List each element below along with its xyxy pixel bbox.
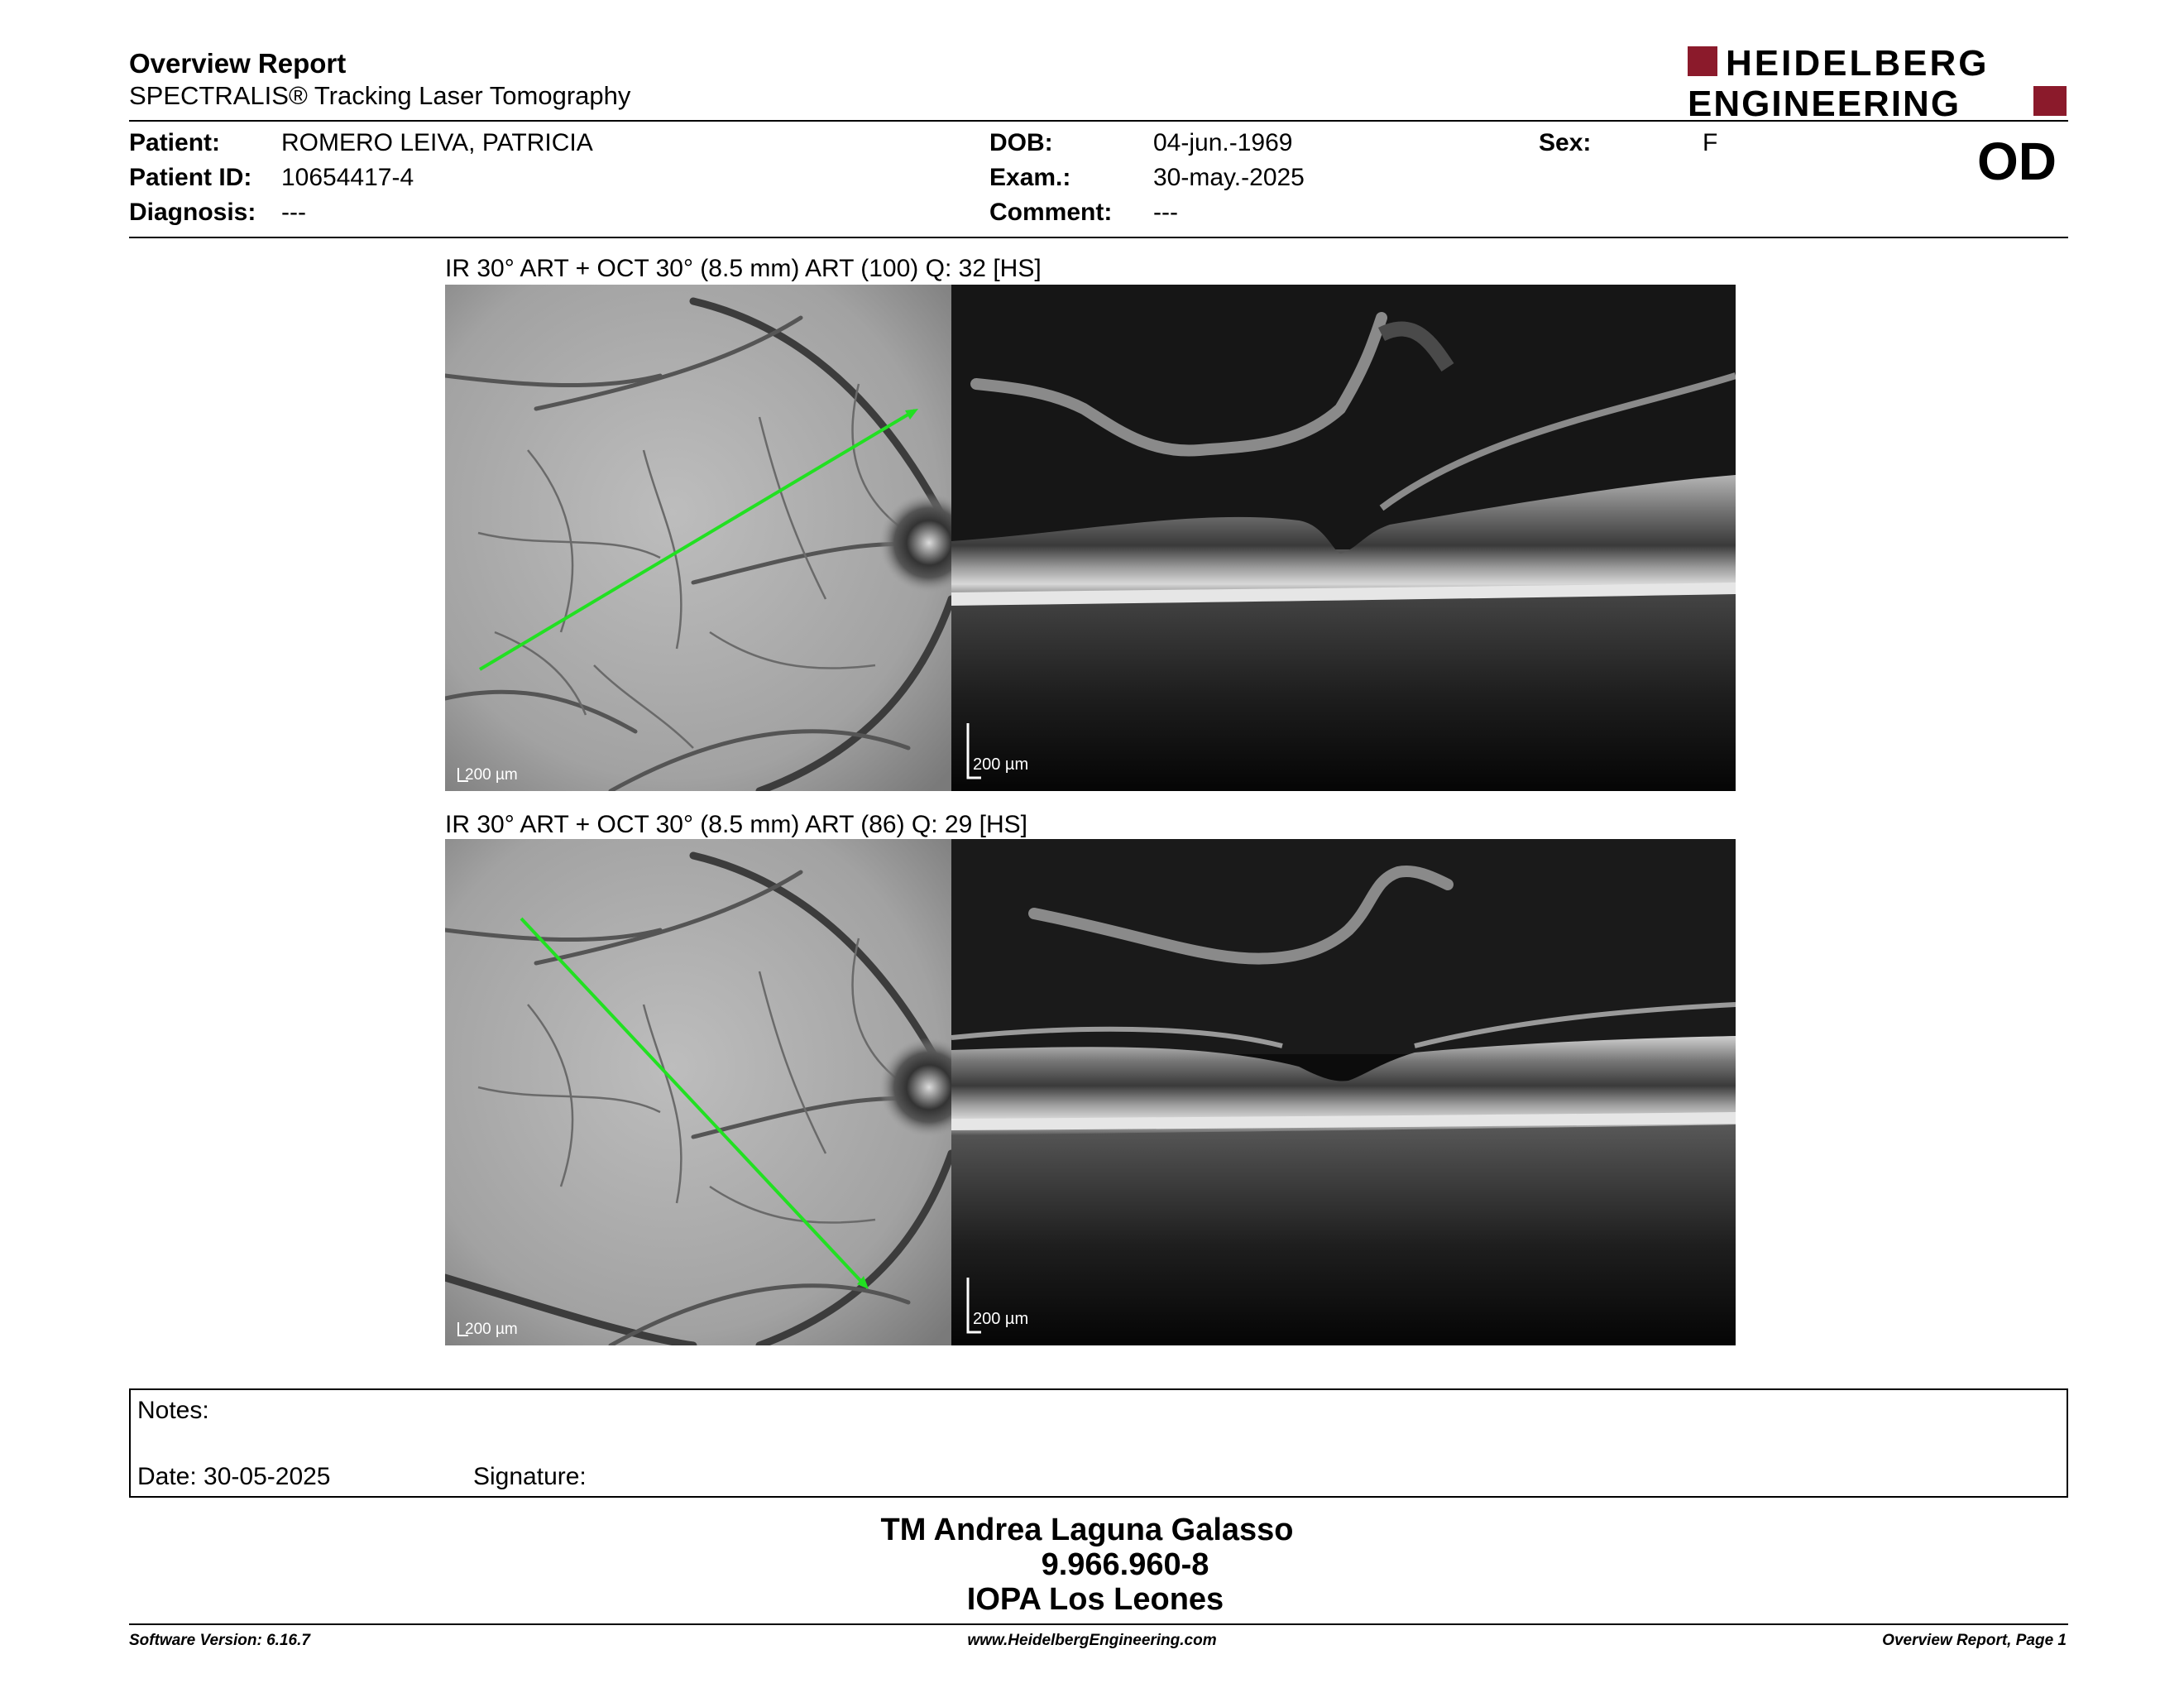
scan-2-oct-bscan-image: [951, 839, 1736, 1345]
scan-1-ir-scale: 200 µm: [465, 766, 518, 784]
exam-label: Exam.:: [989, 164, 1071, 191]
scan-2-ir-scale: 200 µm: [465, 1321, 518, 1338]
scan-1-oct-scale: 200 µm: [973, 755, 1029, 774]
dob-label: DOB:: [989, 129, 1053, 156]
heidelberg-logo: [1688, 45, 2068, 119]
signer-name: TM Andrea Laguna Galasso: [880, 1513, 1294, 1547]
scan-1-oct-bscan-image: [951, 285, 1736, 791]
signer-id: 9.966.960-8: [1041, 1547, 1209, 1582]
patient-rule: [129, 237, 2068, 238]
exam-value: 30-may.-2025: [1153, 164, 1305, 191]
eye-indicator: OD: [1977, 132, 2057, 191]
diagnosis-value: ---: [281, 199, 306, 226]
scan-1-ir-fundus-image: [445, 285, 951, 791]
patient-id-label: Patient ID:: [129, 164, 252, 191]
scan-2-ir-fundus-image: [445, 839, 951, 1345]
sex-label: Sex:: [1539, 129, 1592, 156]
report-title: Overview Report: [129, 48, 347, 79]
notes-label: Notes:: [137, 1397, 209, 1424]
logo-line2: ENGINEERING: [1688, 84, 1961, 119]
scan-2-oct-scale: 200 µm: [973, 1310, 1029, 1328]
diagnosis-label: Diagnosis:: [129, 199, 256, 226]
report-subtitle: SPECTRALIS® Tracking Laser Tomography: [129, 81, 631, 110]
patient-label: Patient:: [129, 129, 221, 156]
website-link[interactable]: www.HeidelbergEngineering.com: [967, 1632, 1217, 1649]
footer-rule: [129, 1623, 2068, 1625]
logo-line1: HEIDELBERG: [1726, 45, 1990, 84]
notes-box: [129, 1388, 2068, 1498]
header-rule: [129, 120, 2068, 122]
page-number: Overview Report, Page 1: [1882, 1632, 2067, 1649]
notes-date: Date: 30-05-2025: [137, 1463, 331, 1490]
signature-label: Signature:: [473, 1463, 587, 1490]
software-version: Software Version: 6.16.7: [129, 1632, 310, 1649]
patient-id: 10654417-4: [281, 164, 414, 191]
comment-value: ---: [1153, 199, 1178, 226]
dob-value: 04-jun.-1969: [1153, 129, 1293, 156]
comment-label: Comment:: [989, 199, 1113, 226]
patient-name: ROMERO LEIVA, PATRICIA: [281, 129, 593, 156]
sex-value: F: [1703, 129, 1718, 156]
scan-2-caption: IR 30° ART + OCT 30° (8.5 mm) ART (86) Q: 29 [HS]: [445, 811, 1027, 838]
scan-1-caption: IR 30° ART + OCT 30° (8.5 mm) ART (100) Q: 32 [HS]: [445, 255, 1042, 282]
signer-institution: IOPA Los Leones: [966, 1582, 1224, 1617]
